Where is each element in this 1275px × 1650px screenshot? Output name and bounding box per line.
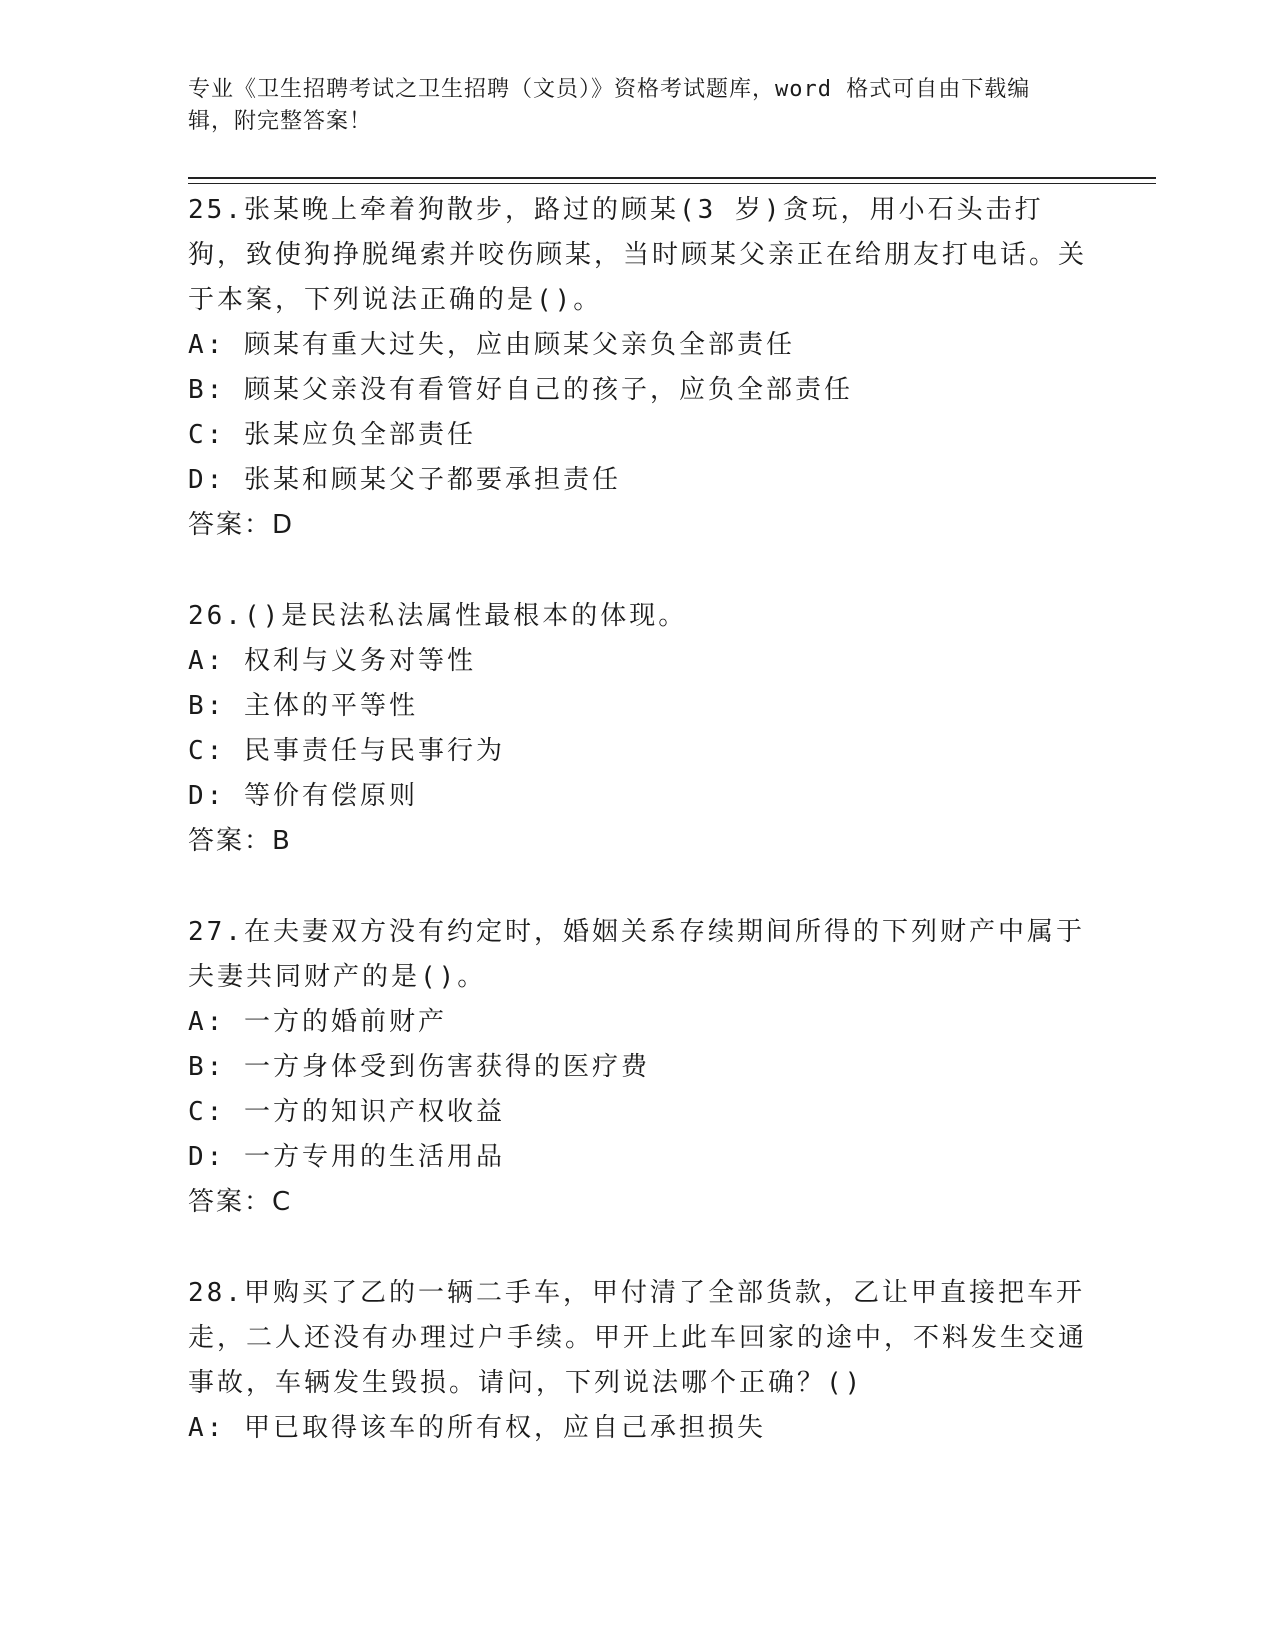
- option-c: C: 民事责任与民事行为: [188, 736, 505, 766]
- answer-label: 答案：D: [188, 510, 295, 540]
- option-b: B: 一方身体受到伤害获得的医疗费: [188, 1052, 650, 1082]
- question-27: [188, 910, 1088, 1225]
- question-26: [188, 594, 1088, 864]
- option-d: D: 等价有偿原则: [188, 781, 418, 811]
- document-header: 专业《卫生招聘考试之卫生招聘（文员）》资格考试题库，word 格式可自由下载编辑，附完整答案！: [188, 77, 1031, 134]
- question-28: [188, 1271, 1088, 1451]
- option-d: D: 张某和顾某父子都要承担责任: [188, 465, 621, 495]
- option-b: B: 主体的平等性: [188, 691, 418, 721]
- question-stem: 26.()是民法私法属性最根本的体现。: [188, 601, 688, 631]
- option-c: C: 一方的知识产权收益: [188, 1097, 505, 1127]
- question-25: [188, 188, 1088, 548]
- option-d: D: 一方专用的生活用品: [188, 1142, 505, 1172]
- option-a: A: 一方的婚前财产: [188, 1007, 447, 1037]
- header-divider-thin: [188, 183, 1156, 184]
- question-list: [188, 188, 1088, 1497]
- option-a: A: 甲已取得该车的所有权，应自己承担损失: [188, 1413, 766, 1443]
- question-stem: 28.甲购买了乙的一辆二手车，甲付清了全部货款，乙让甲直接把车开走，二人还没有办理过户手续。甲开上此车回家的途中，不料发生交通事故，车辆发生毁损。请问，下列说法哪个正确？(): [188, 1278, 1088, 1398]
- question-stem: 25.张某晚上牵着狗散步，路过的顾某(3 岁)贪玩，用小石头击打狗，致使狗挣脱绳索并咬伤顾某，当时顾某父亲正在给朋友打电话。关于本案，下列说法正确的是()。: [188, 195, 1088, 315]
- answer-label: 答案：C: [188, 1187, 293, 1217]
- header-divider-thick: [188, 177, 1156, 179]
- option-c: C: 张某应负全部责任: [188, 420, 476, 450]
- option-a: A: 顾某有重大过失，应由顾某父亲负全部责任: [188, 330, 795, 360]
- question-stem: 27.在夫妻双方没有约定时，婚姻关系存续期间所得的下列财产中属于夫妻共同财产的是()。: [188, 917, 1085, 992]
- option-b: B: 顾某父亲没有看管好自己的孩子，应负全部责任: [188, 375, 853, 405]
- answer-label: 答案：B: [188, 826, 292, 856]
- option-a: A: 权利与义务对等性: [188, 646, 476, 676]
